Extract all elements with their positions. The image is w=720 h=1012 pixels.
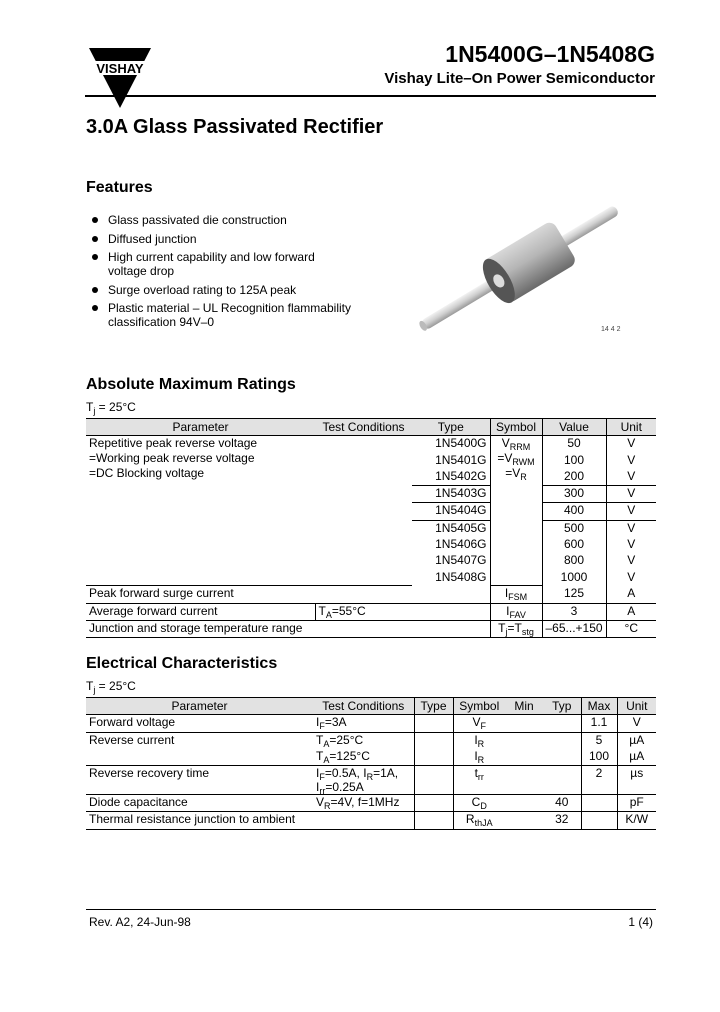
table-cell bbox=[543, 715, 581, 732]
table-cell: V bbox=[606, 537, 656, 553]
table-cell: 1N5406G bbox=[435, 537, 487, 552]
table-cell: 200 bbox=[542, 469, 606, 486]
table-cell: 100 bbox=[581, 749, 617, 766]
table-cell bbox=[412, 586, 490, 603]
table-cell: V bbox=[606, 486, 656, 503]
table-cell: A bbox=[606, 586, 656, 603]
bullet-icon bbox=[92, 236, 98, 242]
table-cell: µA bbox=[617, 732, 656, 749]
feature-item bbox=[92, 213, 372, 227]
table-cell: °C bbox=[606, 621, 656, 638]
col-header: Unit bbox=[606, 419, 656, 436]
feature-item bbox=[92, 301, 372, 329]
table-cell: V bbox=[606, 453, 656, 469]
table-row bbox=[86, 715, 656, 732]
feature-text: Diffused junction bbox=[108, 231, 197, 246]
col-header: Parameter bbox=[86, 419, 315, 436]
table-cell: 300 bbox=[542, 486, 606, 503]
feature-text: High current capability and low forward bbox=[108, 250, 315, 264]
table-cell: $I_R$ bbox=[453, 749, 505, 766]
logo-text: VISHAY bbox=[96, 61, 144, 76]
bullet-icon bbox=[92, 217, 98, 223]
feature-text: Glass passivated die construction bbox=[108, 213, 287, 227]
table-cell bbox=[313, 812, 414, 829]
table-cell: V bbox=[606, 503, 656, 520]
table-cell: 1N5407G bbox=[435, 553, 487, 568]
table-cell: $V_R=4V$, f=1MHz bbox=[313, 795, 414, 812]
col-header: Max bbox=[581, 698, 617, 715]
table-cell: $T_A=125^\circ C$ bbox=[313, 749, 414, 766]
feature-item bbox=[92, 250, 372, 278]
table-cell: V bbox=[606, 553, 656, 569]
col-header: Min bbox=[505, 698, 543, 715]
col-header: Symbol bbox=[490, 419, 542, 436]
table-cell bbox=[505, 795, 543, 812]
feature-item bbox=[92, 232, 372, 246]
abs-max-condition: $T_j = 25^\circ C$ bbox=[86, 400, 136, 416]
table-cell: 2 bbox=[581, 766, 617, 795]
col-header: Parameter bbox=[86, 698, 313, 715]
features-heading: Features bbox=[86, 179, 153, 196]
symbol-cell: $V_{RRM}$ $=V_{RWM}$ $=V_R$ bbox=[490, 436, 542, 586]
table-cell: Reverse current bbox=[89, 732, 175, 747]
table-cell bbox=[315, 586, 412, 603]
table-cell: 1N5404G bbox=[412, 503, 490, 520]
feature-text-cont: classification 94V–0 bbox=[108, 315, 215, 329]
table-cell: µs bbox=[617, 766, 656, 795]
param-cell: Repetitive peak reverse voltage =Working peak reverse voltage =DC Blocking voltage bbox=[86, 436, 315, 586]
table-cell: A bbox=[606, 603, 656, 620]
table-cell: Average forward current bbox=[86, 603, 315, 620]
table-cell: 1N5408G bbox=[435, 569, 487, 584]
table-row bbox=[86, 749, 656, 766]
table-cell bbox=[412, 621, 490, 638]
table-row bbox=[86, 732, 656, 749]
table-cell: 3 bbox=[542, 603, 606, 620]
table-cell bbox=[543, 732, 581, 749]
col-header: Test Conditions bbox=[315, 419, 412, 436]
table-row bbox=[86, 795, 656, 812]
feature-item bbox=[92, 283, 372, 297]
table-cell: Junction and storage temperature range bbox=[86, 621, 315, 638]
table-cell bbox=[505, 715, 543, 732]
table-cell: Thermal resistance junction to ambient bbox=[86, 812, 313, 829]
table-cell: Forward voltage bbox=[86, 715, 313, 732]
table-header-row bbox=[86, 419, 656, 436]
table-cell: Diode capacitance bbox=[86, 795, 313, 812]
table-cell: 1.1 bbox=[581, 715, 617, 732]
table-cell bbox=[543, 749, 581, 766]
col-header: Typ bbox=[543, 698, 581, 715]
table-cell: 1N5402G bbox=[412, 469, 490, 486]
unit-cell: V bbox=[606, 436, 656, 453]
col-header: Type bbox=[412, 419, 490, 436]
bullet-icon bbox=[92, 287, 98, 293]
table-row bbox=[86, 586, 656, 603]
table-cell bbox=[414, 766, 453, 795]
table-cell bbox=[414, 749, 453, 766]
table-row bbox=[86, 621, 656, 638]
table-cell bbox=[543, 766, 581, 795]
table-cell: $t_{rr}$ bbox=[453, 766, 505, 795]
col-header: Type bbox=[414, 698, 453, 715]
table-cell: $I_{FAV}$ bbox=[490, 603, 542, 620]
table-cell: $I_R$ bbox=[453, 732, 505, 749]
table-cell: Peak forward surge current bbox=[86, 586, 315, 603]
table-cell bbox=[86, 749, 313, 766]
table-cell: 40 bbox=[543, 795, 581, 812]
table-cell bbox=[414, 715, 453, 732]
elec-char-condition: $T_j = 25^\circ C$ bbox=[86, 679, 136, 695]
header-divider bbox=[85, 95, 656, 97]
table-cell: $I_{FSM}$ bbox=[490, 586, 542, 603]
part-number-range: 1N5400G–1N5408G bbox=[445, 41, 655, 67]
bullet-icon bbox=[92, 254, 98, 260]
table-cell bbox=[581, 795, 617, 812]
table-cell bbox=[414, 732, 453, 749]
table-cell: 400 bbox=[542, 503, 606, 520]
col-header: Value bbox=[542, 419, 606, 436]
feature-text: Surge overload rating to 125A peak bbox=[108, 282, 297, 297]
page-number: 1 (4) bbox=[628, 915, 653, 929]
elec-char-heading: Electrical Characteristics bbox=[86, 655, 278, 672]
table-cell: 1N5401G bbox=[435, 452, 487, 467]
table-cell: 1N5405G bbox=[435, 520, 487, 535]
table-cell: 32 bbox=[543, 812, 581, 829]
col-header: Symbol bbox=[453, 698, 505, 715]
table-row bbox=[86, 766, 656, 795]
features-list bbox=[92, 213, 372, 334]
table-cell: $C_D$ bbox=[453, 795, 505, 812]
table-cell: K/W bbox=[617, 812, 656, 829]
bullet-icon bbox=[92, 305, 98, 311]
table-row bbox=[86, 436, 656, 453]
table-cell: $I_F=3A$ bbox=[313, 715, 414, 732]
table-cell bbox=[581, 812, 617, 829]
table-cell: 800 bbox=[542, 553, 606, 569]
table-cell: 100 bbox=[542, 453, 606, 469]
table-cell: V bbox=[606, 570, 656, 586]
table-cell bbox=[505, 749, 543, 766]
col-header: Unit bbox=[617, 698, 656, 715]
table-cell: –65...+150 bbox=[542, 621, 606, 638]
col-header: Test Conditions bbox=[313, 698, 414, 715]
feature-text: Plastic material – UL Recognition flammability bbox=[108, 301, 351, 315]
image-code: 14 4 2 bbox=[601, 326, 621, 333]
table-cell bbox=[414, 812, 453, 829]
table-cell: $R_{thJA}$ bbox=[453, 812, 505, 829]
abs-max-heading: Absolute Maximum Ratings bbox=[86, 376, 296, 393]
table-row bbox=[86, 812, 656, 829]
document-title: 3.0A Glass Passivated Rectifier bbox=[86, 116, 384, 138]
abs-max-table bbox=[86, 418, 656, 638]
table-cell: µA bbox=[617, 749, 656, 766]
table-cell bbox=[505, 812, 543, 829]
feature-text-cont: voltage drop bbox=[108, 264, 175, 278]
value-cell: 50 bbox=[542, 436, 606, 453]
vishay-logo bbox=[85, 46, 155, 110]
table-cell: $T_A=55^\circ C$ bbox=[315, 603, 412, 620]
type-cell: 1N5400G bbox=[435, 436, 487, 451]
table-cell: $T_j=T_{stg}$ bbox=[490, 621, 542, 638]
cond-cell bbox=[315, 436, 412, 586]
table-header-row bbox=[86, 698, 656, 715]
manufacturer-subtitle: Vishay Lite–On Power Semiconductor bbox=[384, 70, 655, 87]
table-cell: pF bbox=[617, 795, 656, 812]
table-cell: $T_A=25^\circ C$ bbox=[316, 732, 364, 749]
table-cell bbox=[315, 621, 412, 638]
table-cell bbox=[505, 766, 543, 795]
table-cell bbox=[414, 795, 453, 812]
revision-label: Rev. A2, 24-Jun-98 bbox=[89, 915, 191, 929]
elec-char-table bbox=[86, 697, 656, 830]
table-cell: V bbox=[606, 520, 656, 537]
table-cell: 600 bbox=[542, 537, 606, 553]
table-cell: $V_F$ bbox=[453, 715, 505, 732]
table-cell: 1N5403G bbox=[412, 486, 490, 503]
table-cell bbox=[412, 603, 490, 620]
table-cell: 125 bbox=[542, 586, 606, 603]
footer-divider bbox=[86, 909, 656, 910]
table-row bbox=[86, 603, 656, 620]
table-cell: V bbox=[606, 469, 656, 486]
diode-package-image bbox=[415, 200, 630, 335]
table-cell: 500 bbox=[542, 520, 606, 537]
table-cell bbox=[505, 732, 543, 749]
table-cell: 1000 bbox=[542, 570, 606, 586]
table-cell: Reverse recovery time bbox=[86, 766, 313, 795]
table-cell: 5 bbox=[581, 732, 617, 749]
table-cell: $I_F=0.5A$, $I_R=1A$, $I_{rr}=0.25A$ bbox=[313, 766, 414, 795]
table-cell: V bbox=[617, 715, 656, 732]
